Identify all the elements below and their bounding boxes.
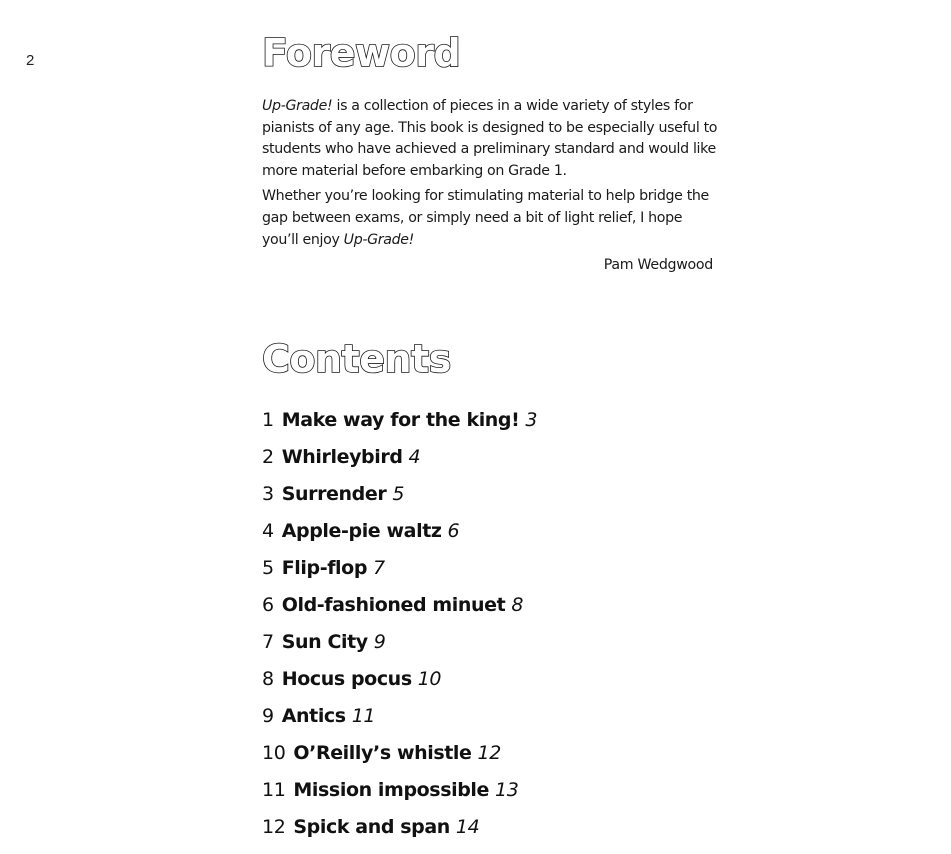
item-number: 7 [262, 631, 274, 653]
contents-item [262, 442, 537, 479]
item-number: 1 [262, 409, 274, 431]
contents-item [262, 405, 537, 442]
item-title: Whirleybird [281, 446, 403, 468]
contents-item [262, 738, 537, 775]
item-title: Make way for the king! [281, 409, 520, 431]
contents-item [262, 664, 537, 701]
item-page: 10 [417, 668, 442, 690]
item-page: 5 [392, 483, 405, 505]
item-number: 4 [262, 520, 274, 542]
contents-item [262, 701, 537, 738]
contents-list [262, 405, 537, 849]
item-title: Flip-flop [281, 557, 368, 579]
foreword-text-1: is a collection of pieces in a wide variety of styles for pianists of any age. This book is designed to be especially useful to students who have achieved a preliminary standard and would like more material before embarking on Grade 1. [262, 98, 718, 179]
item-title: Spick and span [293, 816, 450, 838]
item-number: 8 [262, 668, 274, 690]
item-page: 8 [511, 594, 524, 616]
item-number: 3 [262, 483, 274, 505]
item-number: 11 [262, 779, 286, 801]
item-page: 3 [525, 409, 538, 431]
foreword-text-2: Whether you’re looking for stimulating material to help bridge the gap between exams, or simply need a bit of light relief, I hope you’ll enjoy [262, 188, 709, 248]
item-page: 14 [455, 816, 480, 838]
item-number: 6 [262, 594, 274, 616]
foreword-paragraph-1 [262, 96, 722, 182]
contents-item [262, 812, 537, 849]
item-number: 2 [262, 446, 274, 468]
foreword-paragraph-2 [262, 186, 722, 251]
item-title: Surrender [281, 483, 387, 505]
book-title: Up-Grade! [343, 231, 414, 248]
foreword-body [262, 96, 722, 251]
contents-item [262, 627, 537, 664]
item-page: 4 [408, 446, 421, 468]
contents-item [262, 590, 537, 627]
contents-item [262, 553, 537, 590]
item-number: 5 [262, 557, 274, 579]
item-title: Apple-pie waltz [281, 520, 442, 542]
item-page: 13 [495, 779, 519, 801]
item-title: O’Reilly’s whistle [293, 742, 472, 764]
page-number: 2 [26, 52, 35, 69]
contents-item [262, 516, 537, 553]
item-page: 6 [447, 520, 460, 542]
item-page: 9 [373, 631, 386, 653]
item-page: 12 [477, 742, 501, 764]
foreword-heading: Foreword [262, 31, 461, 75]
item-page: 11 [351, 705, 376, 727]
author-signature: Pam Wedgwood [603, 257, 713, 273]
item-title: Hocus pocus [281, 668, 412, 690]
item-number: 12 [262, 816, 286, 838]
item-title: Old-fashioned minuet [281, 594, 506, 616]
book-title: Up-Grade! [262, 98, 333, 114]
item-number: 10 [262, 742, 286, 764]
contents-item [262, 775, 537, 812]
contents-item [262, 479, 537, 516]
item-title: Antics [281, 705, 346, 727]
contents-heading: Contents [262, 337, 451, 381]
item-title: Mission impossible [293, 779, 490, 801]
item-number: 9 [262, 705, 274, 727]
item-title: Sun City [281, 631, 368, 653]
item-page: 7 [373, 557, 385, 579]
